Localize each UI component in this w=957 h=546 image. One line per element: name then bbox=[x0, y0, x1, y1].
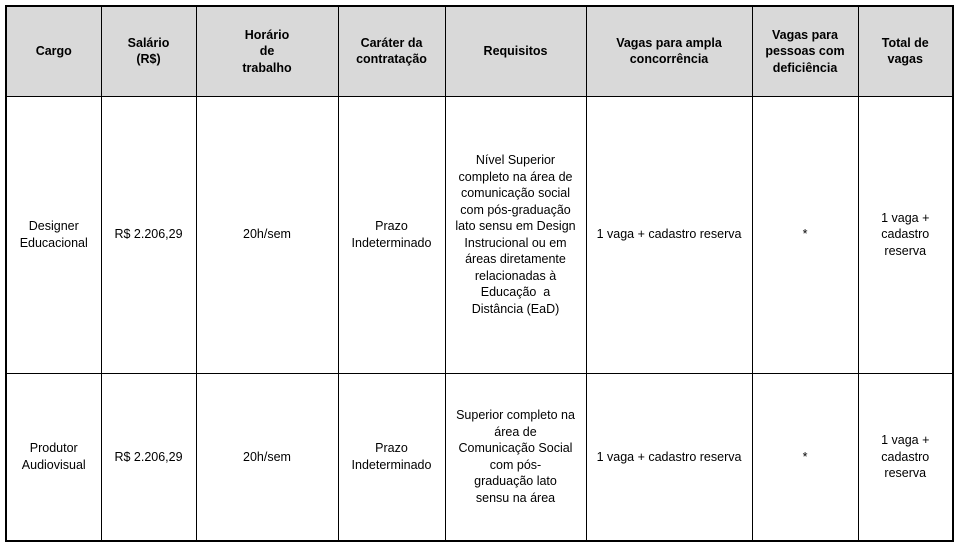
cell-text-line: Audiovisual bbox=[21, 457, 86, 472]
cell-text-line: Comunicação Social bbox=[458, 441, 573, 456]
cell-text-line: Horário bbox=[244, 27, 290, 42]
cell-text-line: trabalho bbox=[242, 60, 292, 75]
cell-text-line: Salário bbox=[127, 35, 170, 50]
header-carater bbox=[338, 6, 445, 96]
cell-text-line: Nível Superior bbox=[475, 153, 556, 167]
cell-vagas-ampla bbox=[586, 373, 752, 541]
cell-text-line: Caráter da bbox=[360, 35, 423, 50]
cell-text-line: 1 vaga + bbox=[881, 210, 930, 225]
cell-text-line: R$ 2.206,29 bbox=[114, 227, 183, 242]
cell-requisitos bbox=[445, 96, 586, 373]
cell-horario bbox=[196, 373, 338, 541]
header-cargo bbox=[6, 6, 101, 96]
cell-total bbox=[858, 373, 953, 541]
cell-text-line: Indeterminado bbox=[351, 235, 432, 250]
cell-text-line: 1 vaga + bbox=[881, 433, 930, 447]
cell-salario bbox=[101, 96, 196, 373]
cell-text-line: sensu na área bbox=[475, 490, 556, 505]
cell-text-line: relacionadas à bbox=[474, 268, 557, 283]
cell-vagas-ampla bbox=[586, 96, 752, 373]
cell-text-line: de bbox=[259, 44, 275, 58]
cell-text-line: com pós-graduação bbox=[460, 202, 571, 217]
header-requisitos bbox=[445, 6, 586, 96]
cell-text-line: 20h/sem bbox=[243, 227, 291, 242]
cell-text-line: completo na área de bbox=[458, 169, 573, 184]
cell-text-line: Total de bbox=[881, 35, 929, 50]
header-vagas-deficiencia bbox=[752, 6, 858, 96]
cell-text-line: comunicação social bbox=[460, 186, 571, 200]
cell-text-line: Educacional bbox=[19, 235, 88, 250]
cell-text-line: vagas bbox=[887, 52, 923, 67]
cell-vagas-deficiencia bbox=[752, 373, 858, 541]
cell-text-line: Superior completo na bbox=[456, 408, 575, 423]
table-row bbox=[6, 373, 953, 541]
cell-salario bbox=[101, 373, 196, 541]
cell-text-line: 20h/sem bbox=[243, 449, 291, 464]
cell-carater bbox=[338, 96, 445, 373]
cell-text-line: Designer bbox=[28, 219, 79, 233]
cell-text-line: Cargo bbox=[35, 44, 72, 58]
cell-text-line: cadastro bbox=[881, 227, 930, 242]
cell-text-line: Vagas para bbox=[771, 27, 838, 42]
cell-text-line: Instrucional ou em bbox=[464, 235, 567, 250]
cell-text-line: lato sensu em Design bbox=[455, 219, 576, 233]
cell-text-line: reserva bbox=[884, 243, 927, 258]
header-horario bbox=[196, 6, 338, 96]
header-salario bbox=[101, 6, 196, 96]
cell-text-line: área de bbox=[494, 424, 537, 439]
cell-text-line: Educação a bbox=[480, 285, 551, 299]
cell-text-line: 1 vaga + cadastro reserva bbox=[596, 227, 742, 242]
table-header-row bbox=[6, 6, 953, 96]
cell-text-line: 1 vaga + cadastro reserva bbox=[596, 449, 742, 464]
cell-text-line: * bbox=[802, 449, 808, 464]
cell-cargo bbox=[6, 96, 101, 373]
cell-text-line: pessoas com bbox=[765, 44, 845, 58]
cell-text-line: R$ 2.206,29 bbox=[114, 449, 183, 464]
header-total bbox=[858, 6, 953, 96]
cell-text-line: concorrência bbox=[629, 52, 709, 67]
cell-text-line: reserva bbox=[884, 466, 927, 480]
cell-text-line: Distância (EaD) bbox=[471, 301, 560, 316]
cell-text-line: Requisitos bbox=[483, 44, 548, 58]
cell-vagas-deficiencia bbox=[752, 96, 858, 373]
cell-text-line: * bbox=[802, 227, 808, 242]
cell-text-line: graduação lato bbox=[474, 474, 557, 489]
cell-total bbox=[858, 96, 953, 373]
cell-text-line: Prazo bbox=[375, 441, 408, 456]
cell-horario bbox=[196, 96, 338, 373]
vacancy-table bbox=[5, 5, 954, 542]
cell-text-line: áreas diretamente bbox=[465, 252, 566, 266]
cell-carater bbox=[338, 373, 445, 541]
cell-text-line: contratação bbox=[356, 52, 427, 67]
table-row bbox=[6, 96, 953, 373]
cell-cargo bbox=[6, 373, 101, 541]
cell-text-line: cadastro bbox=[881, 449, 930, 464]
cell-text-line: (R$) bbox=[136, 52, 161, 67]
cell-requisitos bbox=[445, 373, 586, 541]
cell-text-line: com pós- bbox=[489, 457, 542, 472]
cell-text-line: Prazo bbox=[375, 219, 408, 233]
cell-text-line: Produtor bbox=[29, 441, 78, 456]
cell-text-line: Indeterminado bbox=[351, 457, 432, 472]
header-vagas-ampla bbox=[586, 6, 752, 96]
cell-text-line: Vagas para ampla bbox=[616, 35, 722, 50]
cell-text-line: deficiência bbox=[772, 60, 838, 75]
